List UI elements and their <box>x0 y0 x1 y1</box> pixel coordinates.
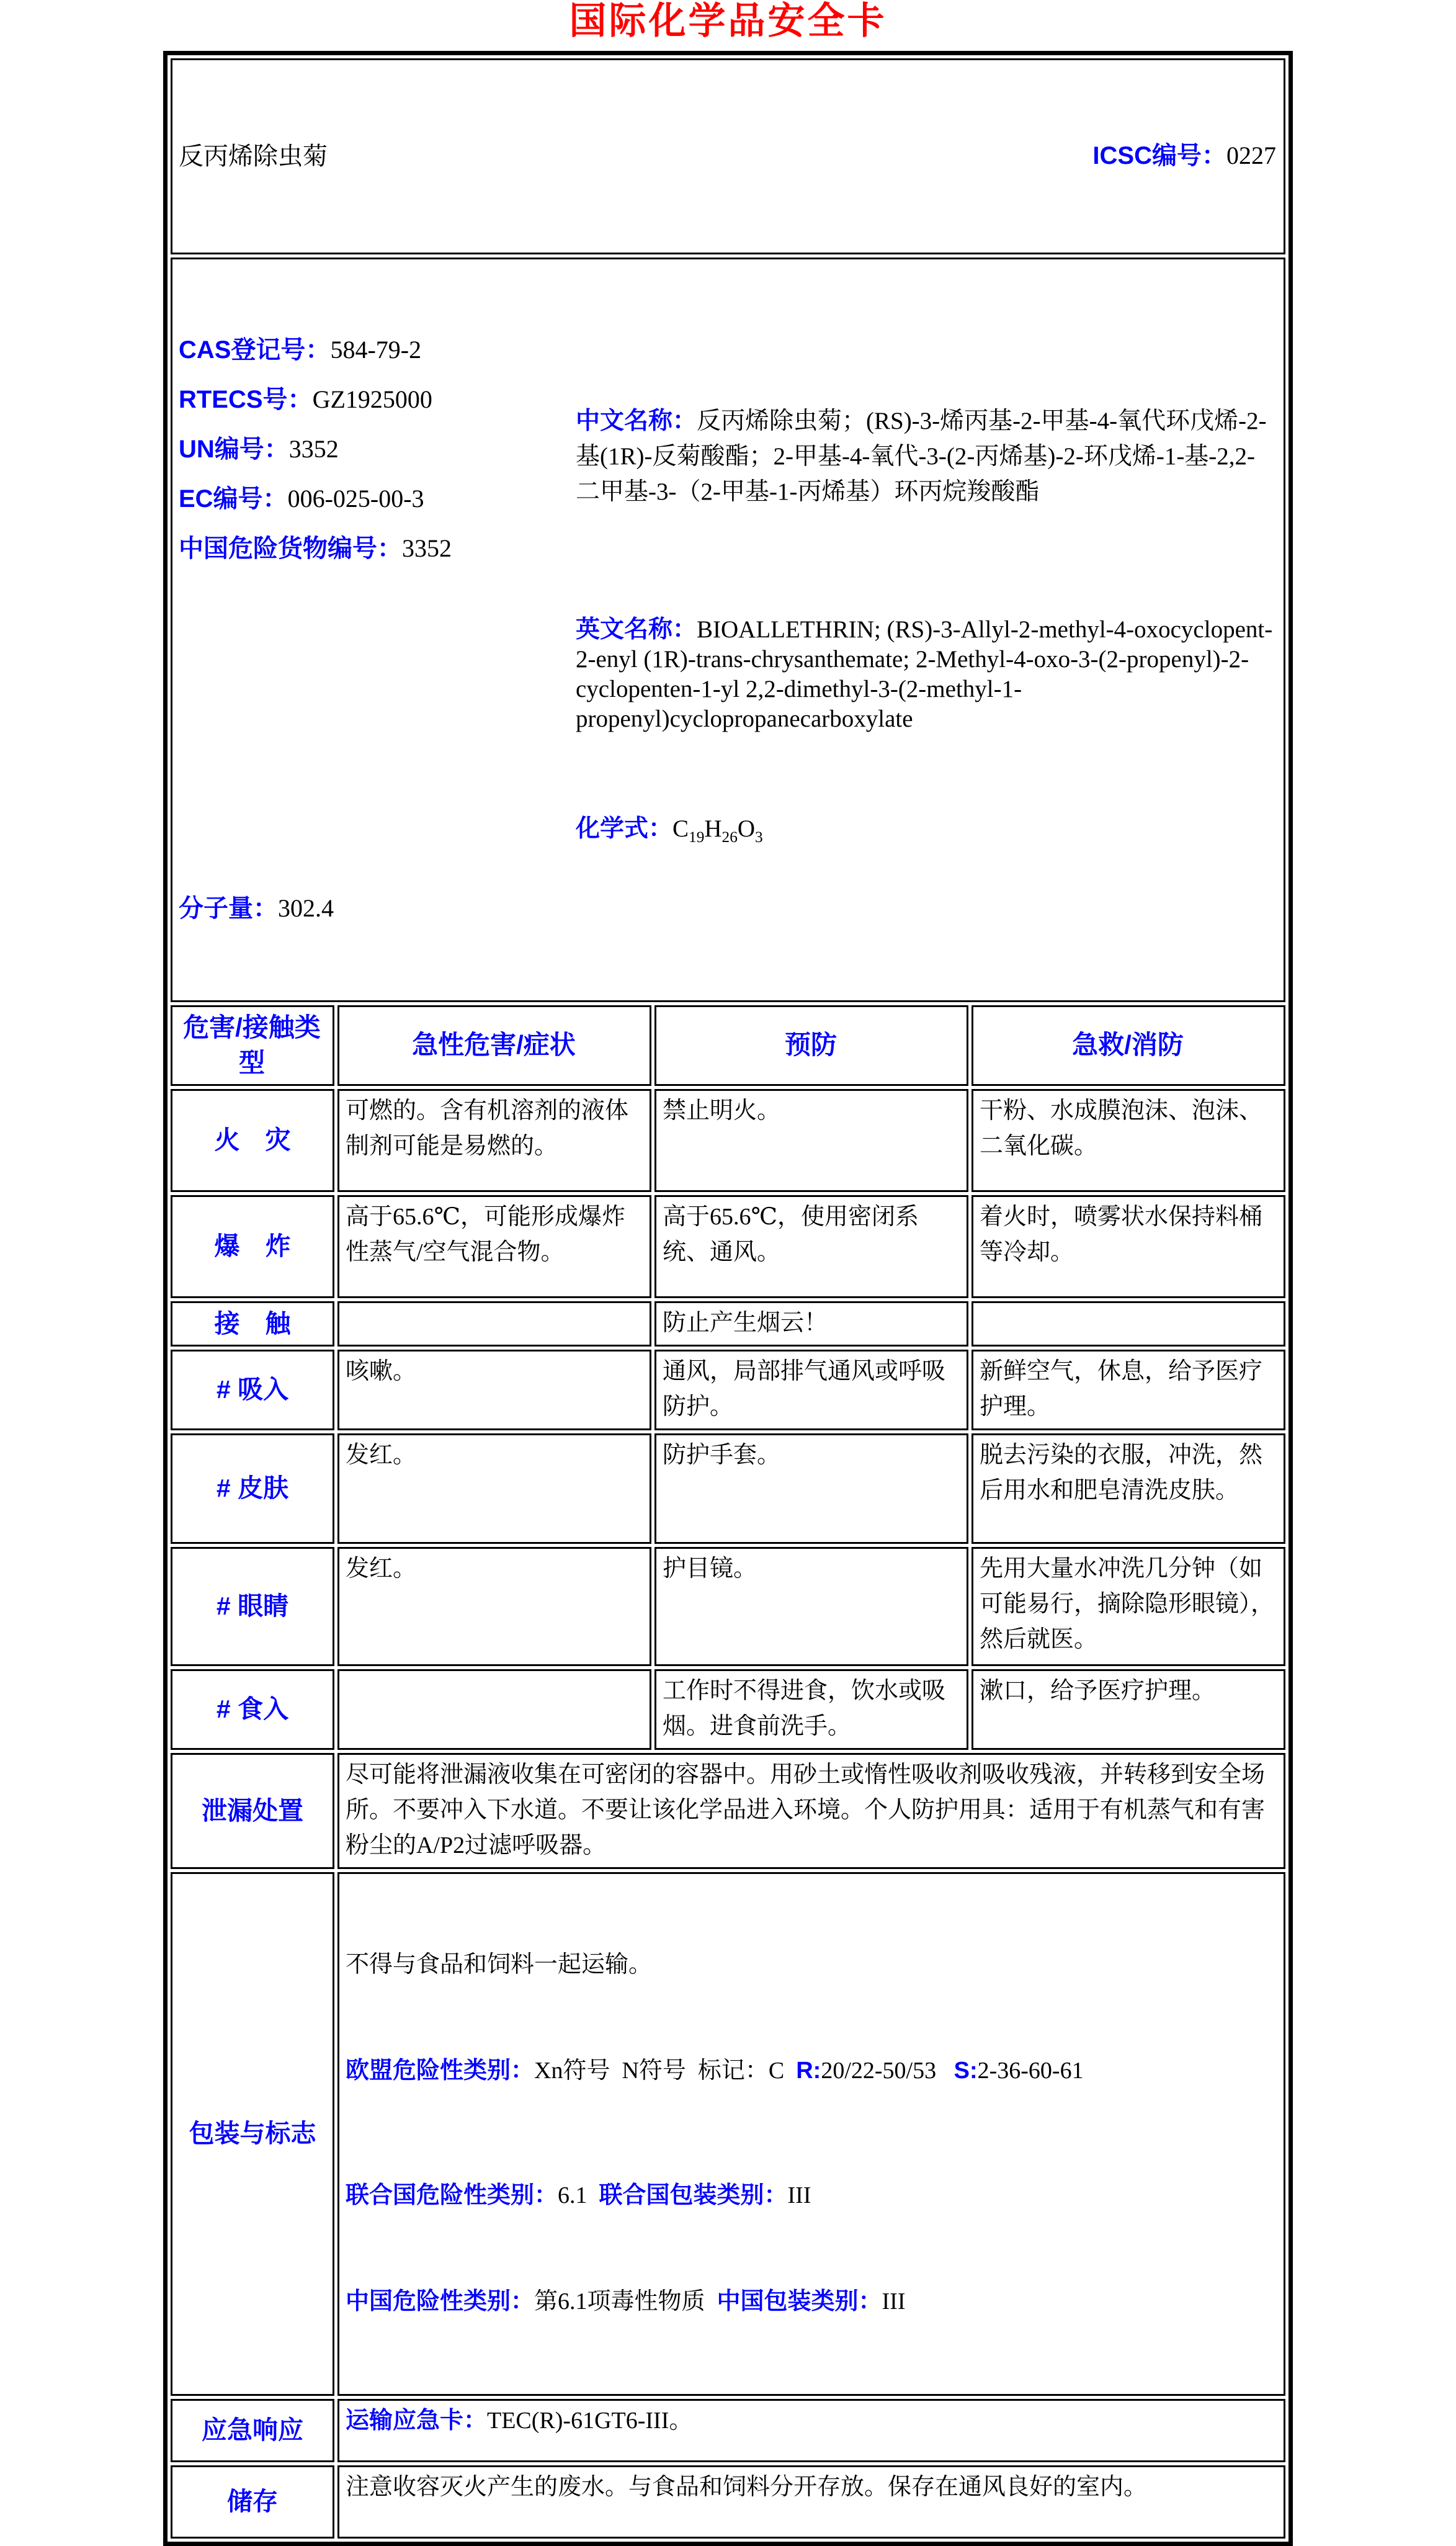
hazard-row-skin <box>171 1433 1285 1544</box>
inhalation-row-label: # 吸入 <box>171 1350 334 1430</box>
skin-symptoms-cell: 发红。 <box>337 1433 651 1544</box>
packaging-eu-line <box>346 2053 1276 2089</box>
formula-value: $C_{19}H_{26}O_3$ <box>672 815 763 846</box>
hazard-row-explosion <box>171 1195 1285 1298</box>
identifier-list <box>179 333 576 926</box>
hazard-row-inhalation <box>171 1350 1285 1430</box>
exposure-response-cell <box>971 1301 1285 1347</box>
packaging-text-cell <box>337 1872 1285 2396</box>
china-dg-number-line <box>179 531 576 566</box>
un-class-value: 6.1 <box>558 2182 599 2208</box>
exposure-prevention-cell: 防止产生烟云！ <box>654 1301 968 1347</box>
english-name-paragraph <box>576 615 1276 734</box>
ingestion-symptoms-cell <box>337 1669 651 1750</box>
ingestion-response-cell: 漱口，给予医疗护理。 <box>971 1669 1285 1750</box>
chinese-name-label: 中文名称： <box>575 408 697 434</box>
china-dg-label: 中国危险货物编号： <box>178 535 402 562</box>
explosion-symptoms-cell: 高于65.6℃，可能形成爆炸性蒸气/空气混合物。 <box>337 1195 651 1298</box>
header-acute-symptoms: 急性危害/症状 <box>337 1005 651 1086</box>
r-phrases-label: R: <box>796 2057 821 2084</box>
header-firstaid-firefighting: 急救/消防 <box>971 1005 1285 1086</box>
cas-label: CAS登记号： <box>178 336 331 364</box>
page-title: 国际化学品安全卡 <box>569 0 887 42</box>
rtecs-value: GZ1925000 <box>312 385 432 413</box>
identifier-cell <box>171 258 1285 1002</box>
chinese-name-value: 反丙烯除虫菊；(RS)-3-烯丙基-2-甲基-4-氧代环戊烯-2-基(1R)-反菊酸酯；2-甲基-4-氧代-3-(2-丙烯基)-2-环戊烯-1-基-2,2-二甲基-3-（2-甲基-1-丙烯基）环丙烷羧酸酯 <box>575 408 1267 505</box>
inhalation-response-cell: 新鲜空气，休息，给予医疗护理。 <box>971 1350 1285 1430</box>
spill-row-label: 泄漏处置 <box>171 1753 334 1869</box>
rtecs-label: RTECS号： <box>178 386 313 413</box>
skin-prevention-cell: 防护手套。 <box>654 1433 968 1544</box>
fire-row-label: 火 灾 <box>171 1089 334 1192</box>
storage-row-label: 储存 <box>171 2465 334 2539</box>
molecular-weight-label: 分子量： <box>178 894 278 922</box>
exposure-row-label: 接 触 <box>171 1301 334 1347</box>
card-header-cell <box>171 58 1285 254</box>
packaging-china-line <box>346 2284 1276 2320</box>
chinese-name-paragraph <box>576 403 1276 509</box>
ec-number-line <box>179 482 576 516</box>
s-phrases-value: 2-36-60-61 <box>977 2057 1084 2084</box>
packaging-row-label: 包装与标志 <box>171 1872 334 2396</box>
molecular-weight-value: 302.4 <box>277 894 334 922</box>
packaging-un-line <box>346 2178 1276 2213</box>
hazard-row-exposure <box>171 1301 1285 1347</box>
explosion-response-cell: 着火时，喷雾状水保持料桶等冷却。 <box>971 1195 1285 1298</box>
english-name-label: 英文名称： <box>575 616 697 643</box>
terc-label: 运输应急卡： <box>345 2407 487 2434</box>
explosion-row-label: 爆 炸 <box>171 1195 334 1298</box>
spill-text-cell: 尽可能将泄漏液收集在可密闭的容器中。用砂土或惰性吸收剂吸收残液，并转移到安全场所。不要冲入下水道。不要让该化学品进入环境。个人防护用具：适用于有机蒸气和有害粉尘的A/P2过滤呼吸器。 <box>337 1753 1285 1869</box>
un-label: UN编号： <box>178 436 289 463</box>
rtecs-number-line <box>179 382 576 417</box>
inhalation-symptoms-cell: 咳嗽。 <box>337 1350 651 1430</box>
china-pack-group-label: 中国包装类别： <box>717 2288 882 2315</box>
icsc-number-group <box>1092 138 1276 174</box>
eu-class-symbols: Xn符号 N符号 标记：C <box>534 2057 797 2084</box>
china-dg-value: 3352 <box>401 534 452 562</box>
section-row-spill <box>171 1753 1285 1869</box>
english-name-value: BIOALLETHRIN; (RS)-3-Allyl-2-methyl-4-oxocyclopent-2-enyl (1R)-trans-chrysanthemate; 2-Methyl-4-oxo-3-(2-propenyl)-2-cyclopenten-1-yl 2,2-dimethyl-3-(2-methyl-1-propenyl)cyclopropanecarboxylate <box>575 616 1273 732</box>
hazard-row-eyes <box>171 1547 1285 1666</box>
molecular-weight-line <box>179 891 576 926</box>
eyes-symptoms-cell: 发红。 <box>337 1547 651 1666</box>
eyes-row-label: # 眼睛 <box>171 1547 334 1666</box>
icsc-number-label: ICSC编号： <box>1092 141 1226 169</box>
ingestion-prevention-cell: 工作时不得进食，饮水或吸烟。进食前洗手。 <box>654 1669 968 1750</box>
fire-prevention-cell: 禁止明火。 <box>654 1089 968 1192</box>
names-block <box>576 333 1276 926</box>
explosion-prevention-cell: 高于65.6℃，使用密闭系统、通风。 <box>654 1195 968 1298</box>
un-pack-group-label: 联合国包装类别： <box>599 2182 788 2208</box>
icsc-number-value: 0227 <box>1226 141 1276 169</box>
un-number-line <box>179 432 576 467</box>
fire-response-cell: 干粉、水成膜泡沫、泡沫、二氧化碳。 <box>971 1089 1285 1192</box>
section-row-packaging <box>171 1872 1285 2396</box>
storage-text-cell: 注意收容灭火产生的废水。与食品和饲料分开存放。保存在通风良好的室内。 <box>337 2465 1285 2539</box>
ingestion-row-label: # 食入 <box>171 1669 334 1750</box>
r-phrases-value: 20/22-50/53 <box>821 2057 954 2084</box>
s-phrases-label: S: <box>954 2057 978 2084</box>
chemical-name: 反丙烯除虫菊 <box>178 141 328 170</box>
emergency-text-cell <box>337 2399 1285 2462</box>
fire-symptoms-cell: 可燃的。含有机溶剂的液体制剂可能是易燃的。 <box>337 1089 651 1192</box>
skin-response-cell: 脱去污染的衣服，冲洗，然后用水和肥皂清洗皮肤。 <box>971 1433 1285 1544</box>
inhalation-prevention-cell: 通风，局部排气通风或呼吸防护。 <box>654 1350 968 1430</box>
un-class-label: 联合国危险性类别： <box>345 2182 558 2208</box>
hazard-row-ingestion <box>171 1669 1285 1750</box>
ec-value: 006-025-00-3 <box>287 485 424 513</box>
eyes-prevention-cell: 护目镜。 <box>654 1547 968 1666</box>
exposure-symptoms-cell <box>337 1301 651 1347</box>
header-hazard-type: 危害/接触类型 <box>171 1005 334 1086</box>
card-header-row <box>171 58 1285 254</box>
cas-value: 584-79-2 <box>330 336 422 364</box>
hazard-row-fire <box>171 1089 1285 1192</box>
eu-class-label: 欧盟危险性类别： <box>345 2057 534 2084</box>
china-class-value: 第6.1项毒性物质 <box>534 2288 717 2315</box>
china-class-label: 中国危险性类别： <box>345 2288 534 2315</box>
chemical-formula-line <box>576 811 1276 855</box>
ec-label: EC编号： <box>178 485 288 513</box>
un-value: 3352 <box>288 435 339 463</box>
header-prevention: 预防 <box>654 1005 968 1086</box>
un-pack-group-value: III <box>787 2182 811 2208</box>
section-row-emergency <box>171 2399 1285 2462</box>
terc-value: TEC(R)-61GT6-III。 <box>487 2407 693 2434</box>
china-pack-group-value: III <box>882 2288 906 2315</box>
cas-number-line <box>179 333 576 367</box>
skin-row-label: # 皮肤 <box>171 1433 334 1544</box>
identifier-row <box>171 258 1285 1002</box>
icsc-table <box>163 51 1293 2546</box>
eyes-response-cell: 先用大量水冲洗几分钟（如可能易行，摘除隐形眼镜），然后就医。 <box>971 1547 1285 1666</box>
hazard-header-row <box>171 1005 1285 1086</box>
packaging-transport-line: 不得与食品和饲料一起运输。 <box>345 1951 652 1978</box>
formula-label: 化学式： <box>575 815 672 842</box>
section-row-storage <box>171 2465 1285 2539</box>
emergency-row-label: 应急响应 <box>171 2399 334 2462</box>
